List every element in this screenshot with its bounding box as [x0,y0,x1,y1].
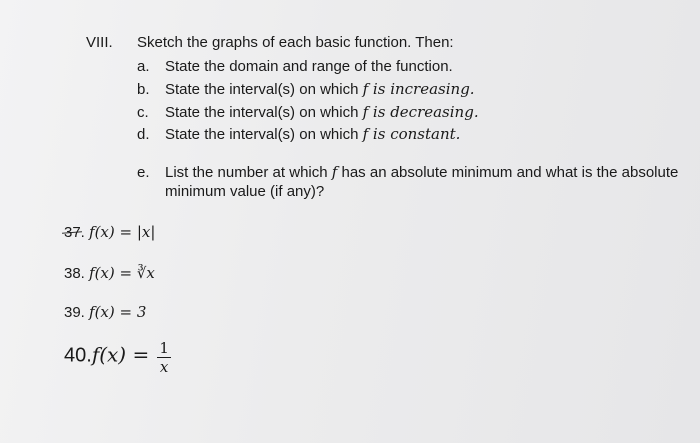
problem-expression: f(x) = 3 [89,303,147,321]
instruction-text-suffix: has an absolute minimum and what is the absolute minimum value (if any)? [165,164,679,200]
function-variable: f [362,103,369,121]
instruction-text-suffix: is constant. [368,125,461,143]
function-variable: f [331,163,338,181]
instruction-text-prefix: State the interval(s) on which [165,104,363,121]
instruction-text [165,103,479,122]
problem-expression: f(x) = |x| [89,223,156,241]
instruction-text: State the domain and range of the function. [165,58,453,75]
instruction-text-prefix: State the interval(s) on which [165,81,363,98]
instruction-letter: a. [137,58,150,75]
instruction-text [165,125,460,144]
instruction-text-prefix: State the interval(s) on which [165,126,363,143]
instruction-text-suffix: is decreasing. [368,103,479,121]
instruction-text [165,80,475,99]
problem-number: 37. [64,224,85,241]
problem-number: 39. [64,304,85,321]
fraction-denominator: x [159,358,169,376]
section-number: VIII. [86,34,113,51]
problem-39 [64,303,146,321]
fraction-numerator: 1 [159,339,169,357]
problem-40 [64,340,171,375]
instruction-text-prefix: List the number at which [165,164,332,181]
function-variable: f [362,125,369,143]
instruction-text [165,163,700,201]
section-instructions: Sketch the graphs of each basic function. Then: [137,34,454,51]
function-variable: f [362,80,369,98]
problem-37 [64,223,155,241]
instruction-letter: c. [137,104,149,121]
instruction-letter: b. [137,81,150,98]
instruction-text-suffix: is increasing. [368,80,475,98]
instruction-letter: e. [137,164,150,181]
problem-expression: f(x) = [91,342,150,367]
problem-expression: f(x) = ∛x [89,264,155,282]
problem-number: 38. [64,265,85,282]
fraction [157,340,171,375]
problem-38 [64,264,155,282]
instruction-letter: d. [137,126,150,143]
problem-number: 40. [64,344,92,367]
